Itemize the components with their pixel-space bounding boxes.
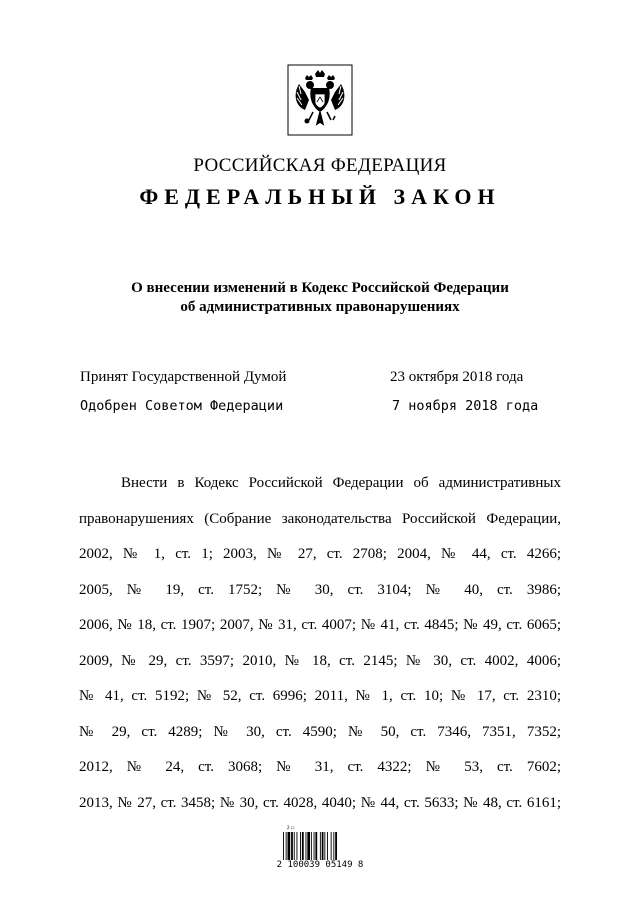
body-line: 2009, № 29, ст. 3597; 2010, № 18, ст. 2145; № 30, ст. 4002, 4006; [79, 652, 561, 669]
barcode-bar [331, 832, 332, 860]
barcode-bar [306, 832, 307, 860]
barcode-bar [300, 832, 301, 860]
barcode-bar [294, 832, 295, 860]
barcode-bar [288, 832, 291, 860]
barcode-bar [315, 832, 317, 860]
barcode-bar [333, 832, 334, 860]
law-title [0, 279, 640, 317]
barcode-bar [320, 832, 321, 860]
barcode-bar [311, 832, 312, 860]
body-text [79, 472, 561, 827]
council-approval-date: 7 ноября 2018 года [392, 398, 539, 414]
barcode-bar [283, 832, 284, 860]
barcode-bar [286, 832, 287, 860]
barcode-number: 2 100039 05149 8 [276, 860, 364, 870]
body-line: 2013, № 27, ст. 3458; № 30, ст. 4028, 4040; № 44, ст. 5633; № 48, ст. 6161; [79, 794, 561, 811]
body-line: № 29, ст. 4289; № 30, ст. 4590; № 50, ст. 7346, 7351, 7352; [79, 723, 561, 740]
barcode-bar [322, 832, 324, 860]
country-name: РОССИЙСКАЯ ФЕДЕРАЦИЯ [193, 155, 447, 176]
council-approval-label: Одобрен Советом Федерации [80, 398, 284, 414]
barcode-bar [297, 832, 298, 860]
duma-adoption-date: 23 октября 2018 года [390, 369, 524, 385]
law-title-line: об административных правонарушениях [180, 299, 460, 315]
duma-adoption-label: Принят Государственной Думой [80, 369, 287, 385]
body-line: 2005, № 19, ст. 1752; № 30, ст. 3104; № 40, ст. 3986; [79, 581, 561, 598]
document-type: ФЕДЕРАЛЬНЫЙ ЗАКОН [139, 184, 501, 209]
body-line: 2012, № 24, ст. 3068; № 31, ст. 4322; № 53, ст. 7602; [79, 759, 561, 775]
coat-of-arms-icon [287, 64, 353, 136]
barcode-bar [327, 832, 328, 860]
barcode-bar [314, 832, 315, 860]
body-line: № 41, ст. 5192; № 52, ст. 6996; 2011, № 1, ст. 10; № 17, ст. 2310; [79, 688, 561, 704]
svg-text:2 ☐: 2 ☐ [287, 825, 295, 830]
body-line: 2002, № 1, ст. 1; 2003, № 27, ст. 2708; 2004, № 44, ст. 4266; [79, 546, 561, 562]
barcode-bar [302, 832, 304, 860]
barcode-bar [324, 832, 325, 860]
barcode-bar [335, 832, 337, 860]
body-line: правонарушениях (Собрание законодательства Российской Федерации, [79, 510, 561, 527]
body-line: 2006, № 18, ст. 1907; 2007, № 31, ст. 4007; № 41, ст. 4845; № 49, ст. 6065; [79, 617, 561, 633]
law-title-line: О внесении изменений в Кодекс Российской Федерации [131, 280, 509, 296]
body-line: Внести в Кодекс Российской Федерации об административных [121, 475, 561, 491]
barcode-bar [307, 832, 310, 860]
barcode-bar [291, 832, 293, 860]
